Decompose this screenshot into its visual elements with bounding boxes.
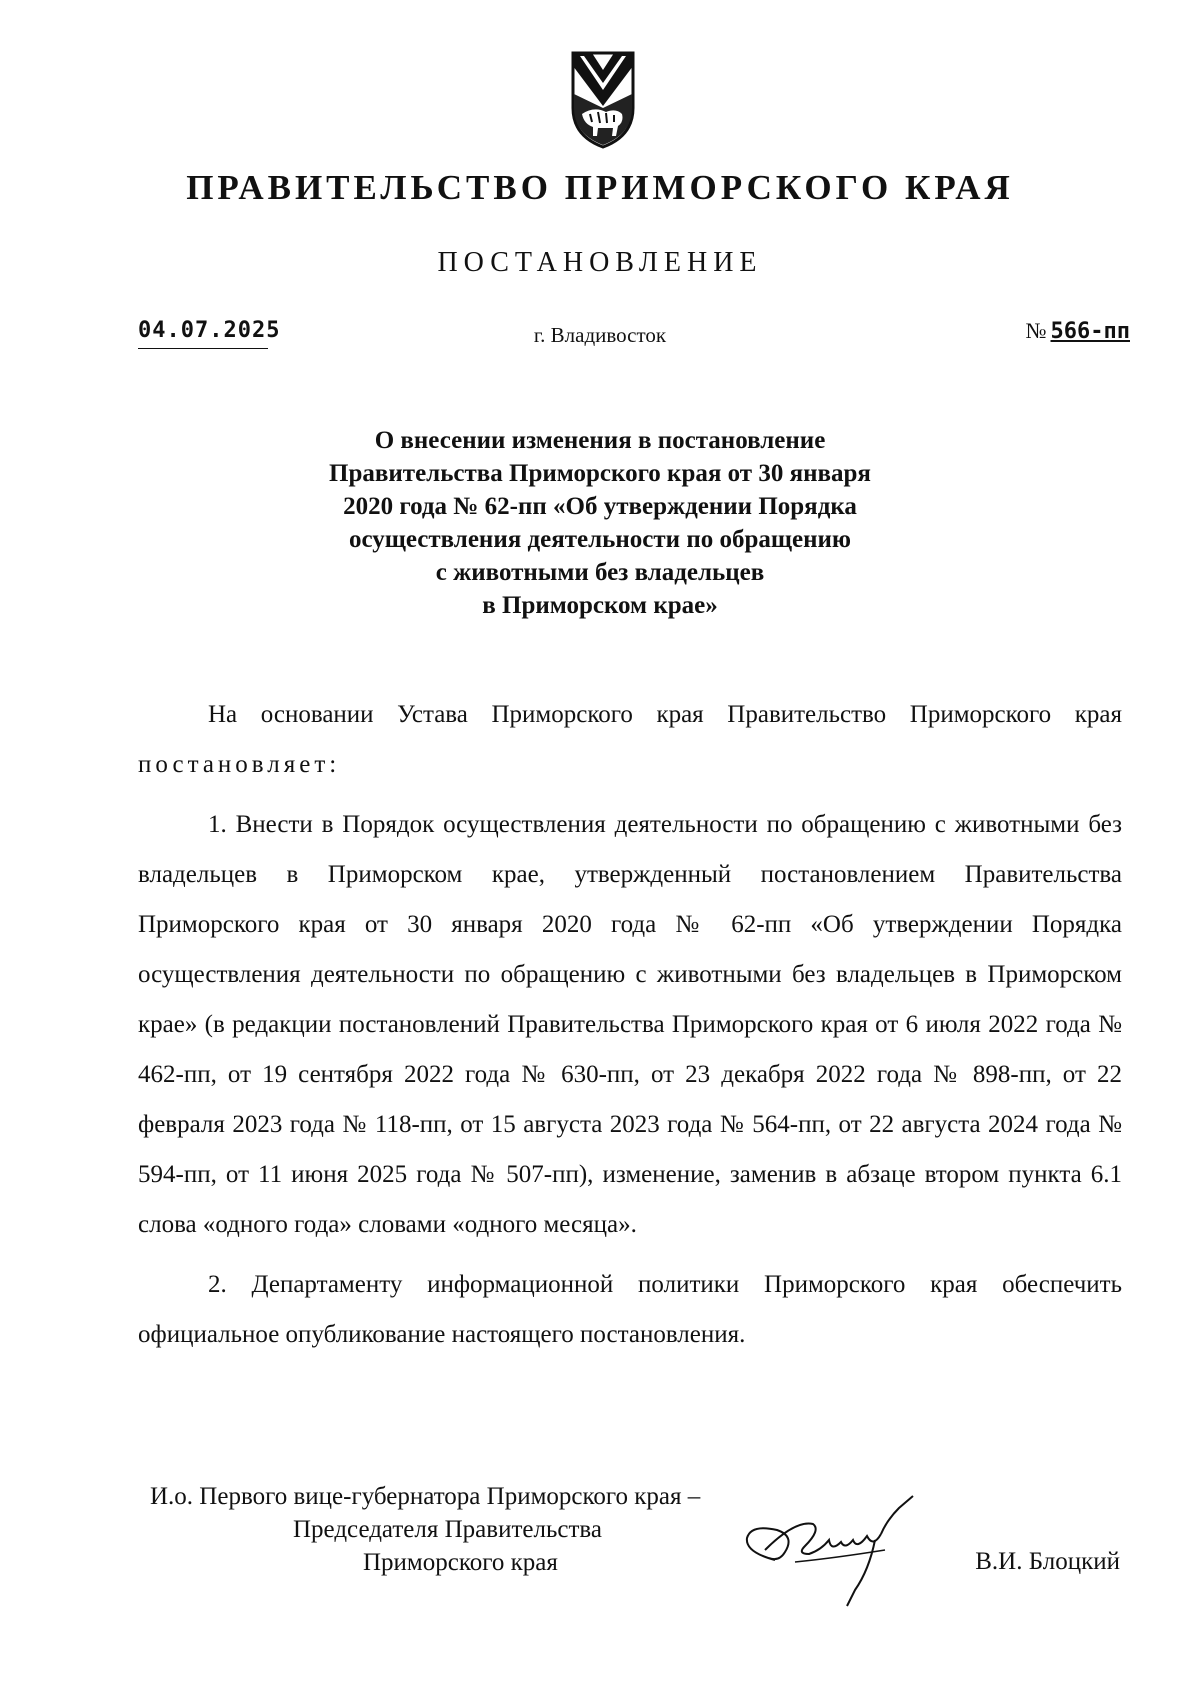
government-title: ПРАВИТЕЛЬСТВО ПРИМОРСКОГО КРАЯ: [186, 168, 1014, 207]
document-type: ПОСТАНОВЛЕНИЕ: [437, 247, 763, 278]
signatory-position: [150, 1480, 700, 1579]
item-2-paragraph: 2. Департаменту информационной политики Приморского края обеспечить официальное опубликование настоящего постановления.: [138, 1271, 1122, 1348]
number-value: 566-пп: [1050, 319, 1130, 344]
document-body: [138, 690, 1122, 1360]
subject-line: в Приморском крае»: [482, 592, 718, 619]
number-prefix: №: [1025, 318, 1047, 343]
document-date: 04.07.2025: [138, 318, 281, 343]
position-line: Приморского края: [363, 1549, 558, 1576]
subject-line: осуществления деятельности по обращению: [348, 526, 852, 553]
subject-line: Правительства Приморского края от 30 января: [329, 460, 871, 487]
subject-line: О внесении изменения в постановление: [374, 427, 826, 454]
intro-text: На основании Устава Приморского края Правительство Приморского края: [208, 701, 1122, 728]
intro-keyword: постановляет:: [138, 751, 341, 778]
subject-line: с животными без владельцев: [435, 559, 765, 586]
position-line: Председателя Правительства: [293, 1516, 602, 1543]
document-subject: [0, 424, 1200, 622]
item-1-paragraph: 1. Внести в Порядок осуществления деятельности по обращению с животными без владельцев в Приморском крае, утвержденный постановлением Правительства Приморского края от 30 января 2020 года № 62-пп «Об утверждении Порядка осуществления деятельности по обращению с животными без владельцев в Приморском крае» (в редакции постановлений Правительства Приморского края от 6 июля 2022 года № 462-пп, от 19 сентября 2022 года № 630-пп, от 23 декабря 2022 года № 898-пп, от 22 февраля 2023 года № 118-пп, от 15 августа 2023 года № 564-пп, от 22 августа 2024 года № 594-пп, от 11 июня 2025 года № 507-пп), изменение, заменив в абзаце втором пункта 6.1 слова «одного года» словами «одного месяца».: [138, 811, 1122, 1238]
subject-line: 2020 года № 62-пп «Об утверждении Порядка: [343, 493, 857, 520]
intro-paragraph: [138, 690, 1122, 790]
signatory-name: В.И. Блоцкий: [975, 1548, 1120, 1575]
document-number: [1026, 318, 1130, 344]
position-line: И.о. Первого вице-губернатора Приморского края –: [150, 1483, 701, 1510]
document-city: г. Владивосток: [533, 323, 667, 347]
handwritten-signature: [735, 1490, 925, 1610]
date-underline: [138, 348, 268, 349]
coat-of-arms-icon: [570, 50, 636, 150]
